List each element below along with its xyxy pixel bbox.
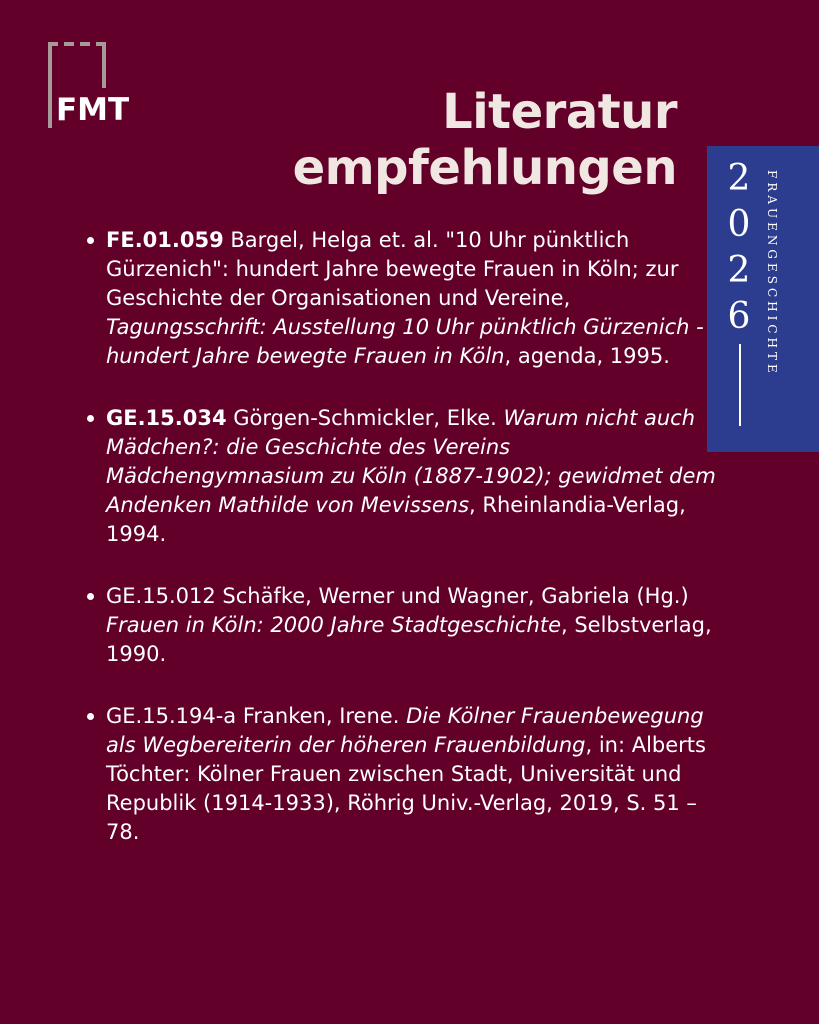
- reference-list: [80, 226, 716, 880]
- reference-text: , Rheinlandia-Verlag, 1994.: [106, 493, 686, 546]
- reference-code: GE.15.012: [106, 584, 216, 608]
- reference-text: Görgen-Schmickler, Elke.: [226, 406, 504, 430]
- side-band: [707, 146, 819, 452]
- reference-text: , agenda, 1995.: [504, 344, 670, 368]
- reference-text: Bargel, Helga et. al. "10 Uhr pünktlich Gürzenich": hundert Jahre bewegte Frauen in Köln; zur Geschichte der Organisationen und Vereine,: [106, 228, 679, 310]
- reference-code: GE.15.194-a: [106, 704, 237, 728]
- side-label: FRAUENGESCHICHTE: [765, 170, 779, 377]
- reference-item: [106, 702, 716, 847]
- reference-item: [106, 226, 716, 371]
- year-digit: 6: [727, 296, 751, 337]
- title-line-1: Literatur: [442, 84, 677, 140]
- title-line-2: empfehlungen: [292, 140, 677, 196]
- reference-italic: Tagungsschrift: Ausstellung 10 Uhr pünktlich Gürzenich - hundert Jahre bewegte Frauen in Köln: [106, 315, 704, 368]
- reference-italic: Warum nicht auch Mädchen?: die Geschichte des Vereins Mädchengymnasium zu Köln (1887-1902); gewidmet dem Andenken Mathilde von Mevissens: [106, 406, 716, 517]
- year: [721, 156, 757, 340]
- reference-text: , Selbstverlag, 1990.: [106, 613, 712, 666]
- reference-italic: Frauen in Köln: 2000 Jahre Stadtgeschichte: [106, 613, 561, 637]
- year-digit: 2: [727, 158, 751, 199]
- year-divider: [739, 344, 741, 426]
- reference-text: Franken, Irene.: [236, 704, 407, 728]
- fmt-logo: [46, 42, 142, 134]
- year-digit: 2: [727, 250, 751, 291]
- logo-text: FMT: [56, 92, 130, 128]
- page-title: [293, 84, 677, 196]
- reference-text: , in: Alberts Töchter: Kölner Frauen zwischen Stadt, Universität und Republik (1914-1933), Röhrig Univ.-Verlag, 2019, S. 51 – 78.: [106, 733, 706, 844]
- reference-italic: Die Kölner Frauenbewegung als Wegbereiterin der höheren Frauenbildung: [106, 704, 704, 757]
- reference-text: Schäfke, Werner und Wagner, Gabriela (Hg.): [215, 584, 689, 608]
- reference-code: GE.15.034: [106, 406, 227, 430]
- reference-item: [106, 582, 716, 669]
- reference-item: [106, 404, 716, 549]
- year-digit: 0: [727, 204, 751, 245]
- reference-code: FE.01.059: [106, 228, 224, 252]
